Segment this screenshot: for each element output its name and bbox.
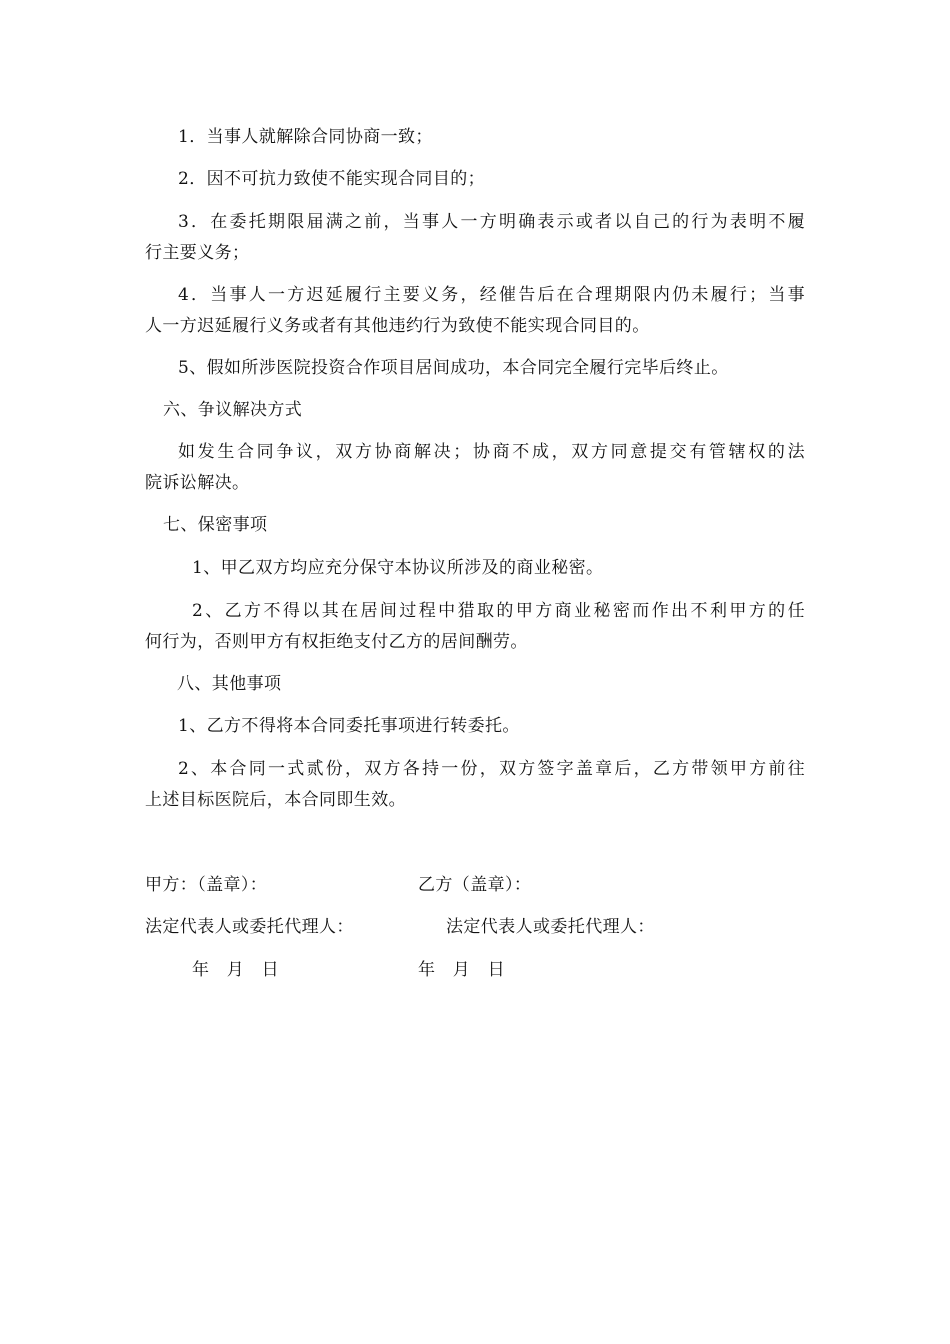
clause-item-3-line-2: 行主要义务； [145,243,250,263]
clause-item-4-line-2: 人一方迟延履行义务或者有其他违约行为致使不能实现合同目的。 [145,316,650,336]
section-7-item-2-line-1: 2、乙方不得以其在居间过程中猎取的甲方商业秘密而作出不利甲方的任 [192,601,805,621]
section-7-heading: 七、保密事项 [163,515,268,535]
section-8-item-1: 1、乙方不得将本合同委托事项进行转委托。 [178,716,520,736]
party-b-date-label: 年 月 日 [418,960,505,980]
party-b-seal-label: 乙方（盖章）： [418,875,532,895]
clause-item-2: 2．因不可抗力致使不能实现合同目的； [178,169,486,189]
section-6-paragraph-line-2: 院诉讼解决。 [145,473,250,493]
party-a-representative-label: 法定代表人或委托代理人： [145,917,354,937]
section-7-item-2-line-2: 何行为，否则甲方有权拒绝支付乙方的居间酬劳。 [145,632,528,652]
section-8-item-2-line-2: 上述目标医院后，本合同即生效。 [145,790,406,810]
section-6-heading: 六、争议解决方式 [163,400,303,420]
party-a-seal-label: 甲方：（盖章）： [145,875,268,895]
clause-item-4-line-1: 4．当事人一方迟延履行主要义务，经催告后在合理期限内仍未履行；当事 [178,285,805,305]
section-8-item-2-line-1: 2、本合同一式贰份，双方各持一份，双方签字盖章后，乙方带领甲方前往 [178,759,805,779]
clause-item-3-line-1: 3．在委托期限届满之前，当事人一方明确表示或者以自己的行为表明不履 [178,212,805,232]
clause-item-1: 1．当事人就解除合同协商一致； [178,127,433,147]
party-b-representative-label: 法定代表人或委托代理人： [446,917,655,937]
party-a-date-label: 年 月 日 [192,960,279,980]
section-7-item-1: 1、甲乙双方均应充分保守本协议所涉及的商业秘密。 [192,558,604,578]
clause-item-5: 5、假如所涉医院投资合作项目居间成功，本合同完全履行完毕后终止。 [178,358,729,378]
section-6-paragraph-line-1: 如发生合同争议，双方协商解决；协商不成，双方同意提交有管辖权的法 [178,442,805,462]
section-8-heading: 八、其他事项 [177,674,282,694]
